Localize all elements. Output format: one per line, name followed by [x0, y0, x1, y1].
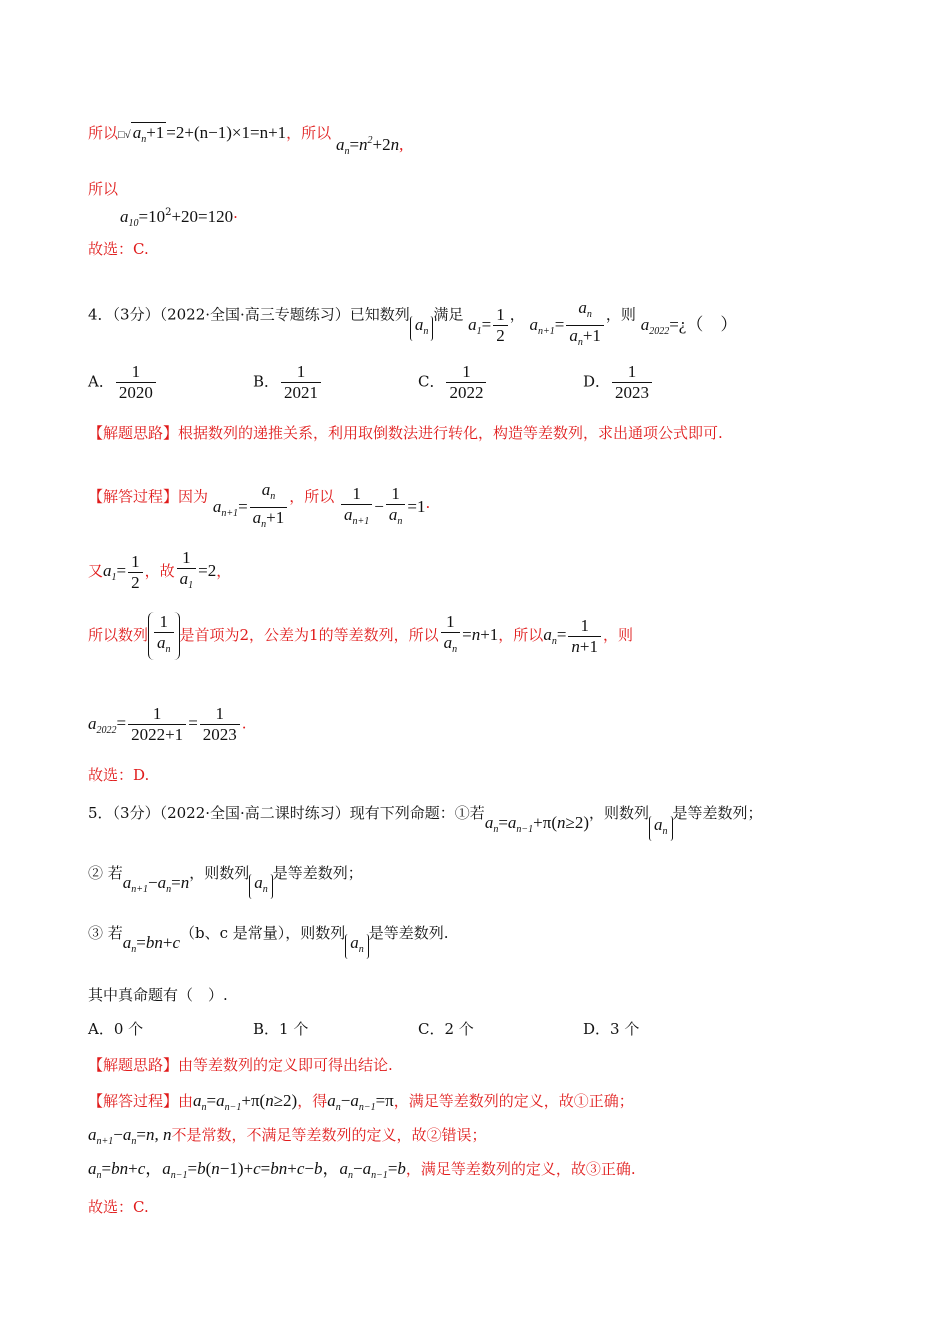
option-fraction: $\frac{1}{2023}$ — [612, 362, 652, 403]
q4-solution-idea: 【解题思路】根据数列的递推关系，利用取倒数法进行转化，构造等差数列，求出通项公式即可. — [88, 424, 723, 442]
question-5-header: 5．（3分）（2022·全国·高二课时练习）现有下列命题：①若$a_n=a_{n-1}+\pi(n\ge 2)$，则数列$a_n$是等差数列； — [88, 802, 910, 831]
q5-claim-2: ② 若$a_{n+1}-a_n=n$，则数列 $a_n$是等差数列； — [88, 862, 910, 891]
q4-solution-process: 【解答过程】因为 $a_{n+1}=$ $\frac{a_n}{a_n+1}$ ，所以 $\frac{1}{a_{n+1}}$ − $\frac{1}{a_n}$ =1· — [88, 480, 431, 530]
option-a[interactable] — [88, 362, 158, 403]
q4-line-a1: 又$a_1=$ $\frac{1}{2}$ ，故 $\frac{1}{a_1}$ =2， — [88, 548, 232, 592]
text-so-3: 所以 — [88, 180, 119, 198]
q5-option-d[interactable]: D．3 个 — [583, 1020, 640, 1038]
q4-line-final: $a_{2022}=$ $\frac{1}{2022+1}$ = $\frac{1}{2023}$ . — [88, 704, 247, 744]
option-c[interactable] — [418, 362, 488, 403]
text-so: 所以 — [88, 124, 119, 142]
q5-option-c[interactable]: C．2 个 — [418, 1020, 474, 1038]
q5-choice: 故选：C. — [88, 1198, 149, 1216]
option-fraction: $\frac{1}{2022}$ — [446, 362, 486, 403]
q5-proc-2: $a_{n+1}-a_n=n$, n不是常数，不满足等差数列的定义，故②错误； — [88, 1125, 487, 1147]
choice-line-prev: 故选：C. — [88, 240, 149, 258]
q4-line-sequence: 所以数列 $\frac{1}{a_n}$ 是首项为2，公差为1的等差数列，所以 $\frac{1}{a_n}$ =n+1，所以$a_n=$ $\frac{1}{n+1}$ ，则 — [88, 612, 910, 660]
formula-a10: $a_{10}=10^2+20=120\cdot$ — [120, 207, 238, 229]
option-b[interactable] — [253, 362, 323, 403]
formula-an: $a_n=n^2+2n$, — [335, 135, 404, 157]
solution-line-sqrt — [88, 118, 910, 157]
option-letter: B． — [253, 372, 280, 391]
q5-proc-3: $a_n=bn+c$，$a_{n-1}=b(n-1)+c=bn+c-b$，$a_n-a_{n-1}=b$，满足等差数列的定义，故③正确. — [88, 1159, 636, 1181]
q5-solution-idea: 【解题思路】由等差数列的定义即可得出结论. — [88, 1056, 393, 1074]
option-letter: D． — [583, 372, 611, 391]
q5-question: 其中真命题有（ ）. — [88, 986, 228, 1004]
q5-proc-1: 【解答过程】由$a_n=a_{n-1}+\pi(n\ge 2)$，得$a_n-a_{n-1}=\pi$，满足等差数列的定义，故①正确； — [88, 1091, 634, 1113]
option-d[interactable] — [583, 362, 654, 403]
solution-line-a10 — [88, 178, 910, 233]
q4-choice: 故选：D. — [88, 766, 150, 784]
question-4-header: 4．（3分）（2022·全国·高三专题练习）已知数列 $a_n$满足 $a_1=$ $\frac{1}{2}$ ， $a_{n+1}=$ $\frac{a_n}{a_n+1}$ ，则 $a_{2022}=¿$（ ） — [88, 298, 738, 348]
q5-option-b[interactable]: B．1 个 — [253, 1020, 309, 1038]
text-so-2: ，所以 — [286, 124, 332, 142]
option-letter: C． — [418, 372, 445, 391]
sequence-an: $a_n$ — [410, 316, 434, 341]
option-fraction: $\frac{1}{2021}$ — [281, 362, 321, 403]
option-letter: A． — [88, 372, 114, 391]
option-fraction: $\frac{1}{2020}$ — [116, 362, 156, 403]
sqrt-expression: □√ $a_n+1 =2+(n-1)\times 1=n+1$ — [118, 123, 287, 145]
q5-claim-3: ③ 若$a_n=bn+c(b$、c 是常量），则数列 $a_n$是等差数列. — [88, 922, 910, 951]
q5-option-a[interactable]: A．0 个 — [88, 1020, 144, 1038]
